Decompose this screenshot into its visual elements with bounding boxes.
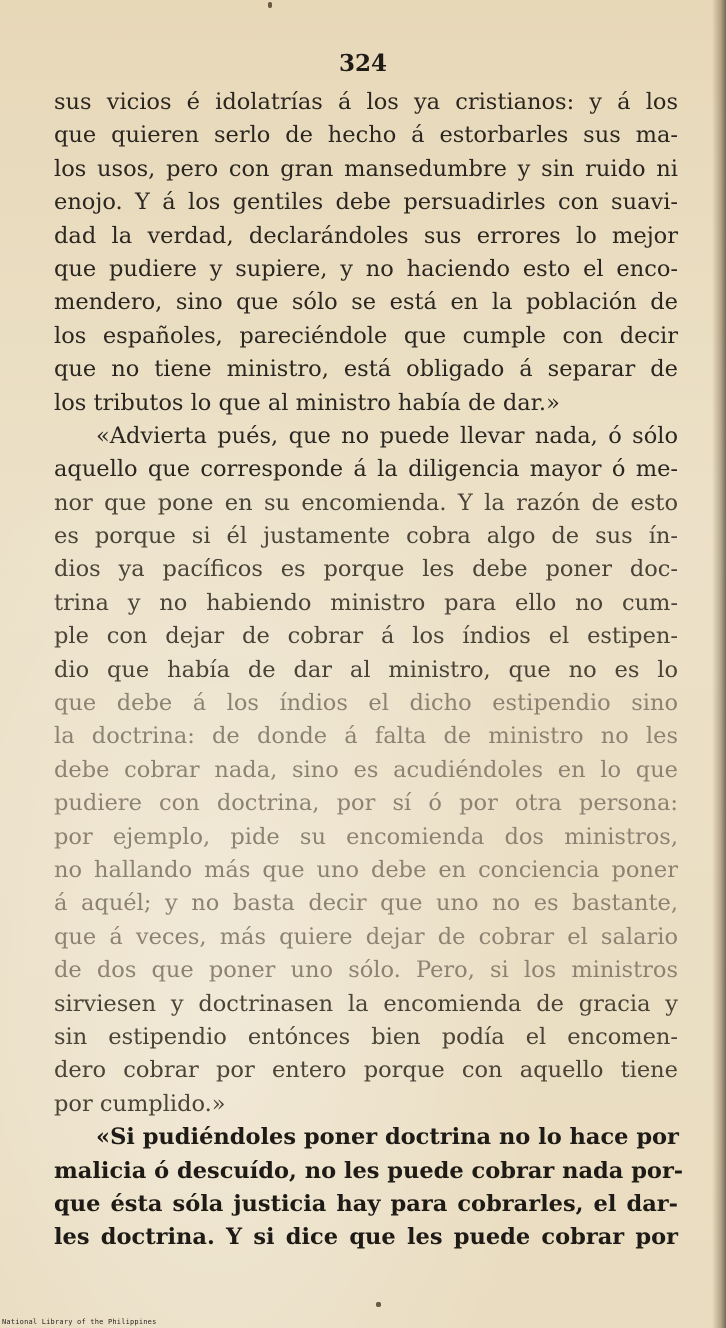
- library-credit: National Library of the Philippines: [2, 1318, 157, 1326]
- text-line: dios ya pacíficos es porque les debe poner doc-: [54, 556, 678, 583]
- text-line: ple con dejar de cobrar á los índios el estipen-: [54, 623, 678, 650]
- text-line: dad la verdad, declarándoles sus errores lo mejor: [54, 222, 678, 249]
- text-line: sirviesen y doctrinasen la encomienda de gracia y: [54, 990, 678, 1017]
- text-line: los españoles, pareciéndole que cumple con decir: [54, 322, 678, 349]
- body-text: [54, 86, 684, 1255]
- page-number: 324: [338, 50, 387, 77]
- ink-speck: [376, 1302, 381, 1307]
- text-line: es porque si él justamente cobra algo de sus ín-: [54, 523, 678, 550]
- text-line: los usos, pero con gran mansedumbre y sin ruido ni: [54, 155, 678, 182]
- text-line: nor que pone en su encomienda. Y la razón de esto: [54, 489, 678, 516]
- text-line: sus vicios é idolatrías á los ya cristianos: y á los: [54, 89, 678, 115]
- text-line: que no tiene ministro, está obligado á separar de: [54, 356, 678, 383]
- text-line: que ésta sóla justicia hay para cobrarles, el dar-: [54, 1190, 678, 1217]
- text-line: de dos que poner uno sólo. Pero, si los ministros: [54, 957, 678, 984]
- text-line: dio que había de dar al ministro, que no es lo: [54, 656, 678, 683]
- text-line: no hallando más que uno debe en conciencia poner: [54, 856, 678, 883]
- text-line: sin estipendio entónces bien podía el encomen-: [54, 1023, 678, 1050]
- text-line: malicia ó descuído, no les puede cobrar nada por-: [54, 1157, 684, 1184]
- text-line: enojo. Y á los gentiles debe persuadirles con suavi-: [54, 189, 678, 216]
- text-line: por ejemplo, pide su encomienda dos ministros,: [54, 823, 678, 850]
- text-line: pudiere con doctrina, por sí ó por otra persona:: [54, 790, 678, 817]
- text-line: la doctrina: de donde á falta de ministro no les: [54, 723, 678, 750]
- text-line: mendero, sino que sólo se está en la población de: [54, 289, 678, 316]
- ink-speck: [268, 2, 272, 8]
- text-line: que pudiere y supiere, y no haciendo esto el enco-: [54, 255, 678, 282]
- text-line: que debe á los índios el dicho estipendio sino: [54, 690, 678, 717]
- text-line: los tributos lo que al ministro había de dar.»: [54, 389, 560, 416]
- paragraph-start-line: «Advierta pués, que no puede llevar nada, ó sólo: [96, 422, 678, 449]
- text-line: á aquél; y no basta decir que uno no es bastante,: [54, 890, 678, 917]
- text-line: que á veces, más quiere dejar de cobrar el salario: [54, 923, 678, 950]
- text-line: debe cobrar nada, sino es acudiéndoles en lo que: [54, 756, 678, 783]
- text-line: dero cobrar por entero porque con aquello tiene: [54, 1057, 678, 1084]
- text-line: aquello que corresponde á la diligencia mayor ó me-: [54, 456, 678, 483]
- text-line: les doctrina. Y si dice que les puede cobrar por: [54, 1224, 678, 1251]
- text-line: por cumplido.»: [54, 1090, 226, 1117]
- text-line: trina y no habiendo ministro para ello no cum-: [54, 589, 678, 616]
- page-edge-shadow: [712, 0, 726, 1328]
- paragraph-start-line: «Si pudiéndoles poner doctrina no lo hace por: [96, 1124, 679, 1151]
- text-line: que quieren serlo de hecho á estorbarles sus ma-: [54, 122, 678, 149]
